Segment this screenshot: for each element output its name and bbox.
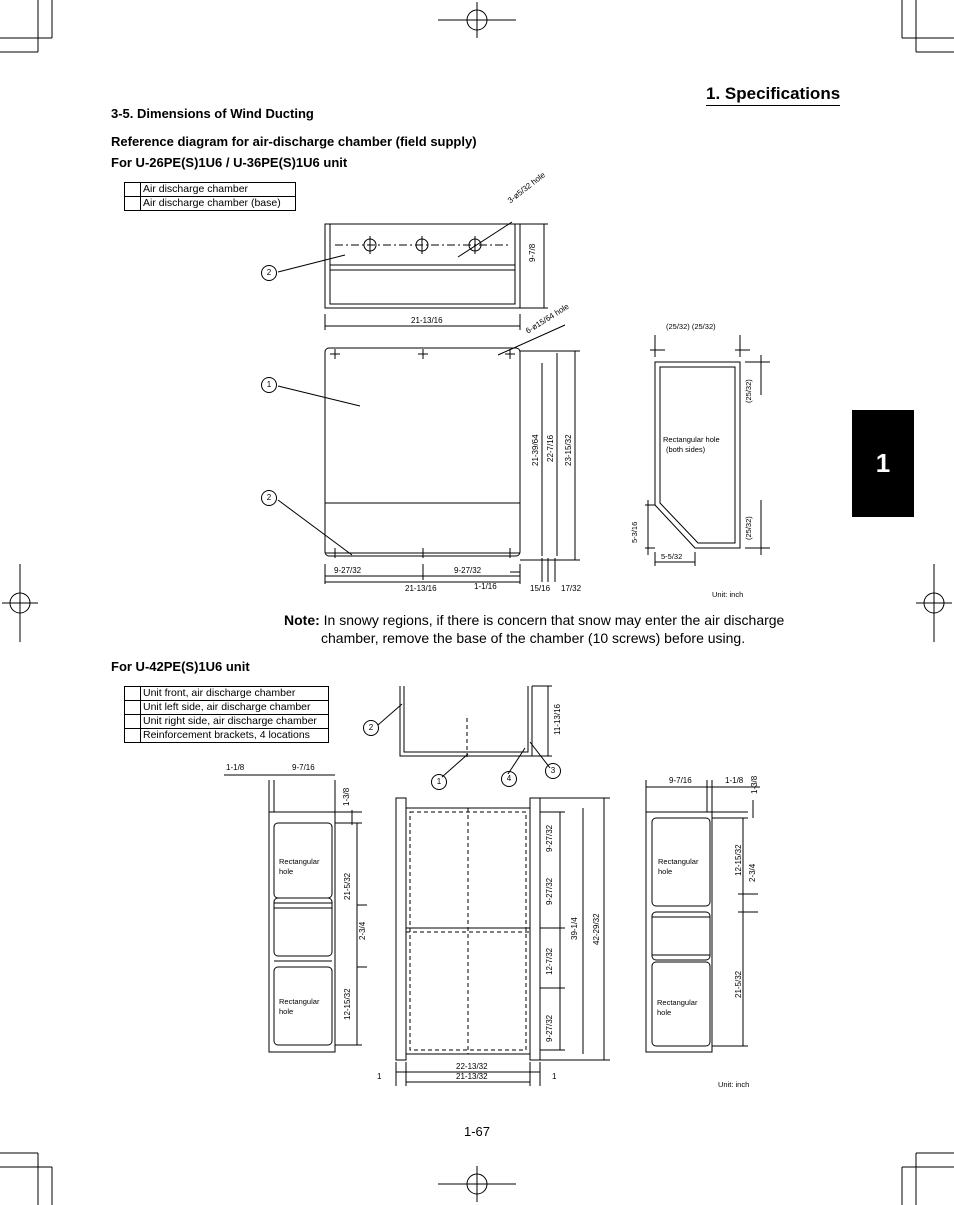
legend-b-row	[125, 687, 329, 701]
side-bottom: 5-5/32	[661, 552, 683, 561]
callout-b-2: 2	[363, 720, 379, 736]
legend-a	[124, 182, 296, 211]
dim-bottom-r2: 17/32	[561, 584, 582, 593]
dim-b-left-top-b: 9-7/16	[292, 763, 315, 772]
dim-b-front-bottom1: 22-13/32	[456, 1062, 488, 1071]
dim-b-left-top-a: 1-1/8	[226, 763, 245, 772]
rect-hole-text: hole	[658, 867, 673, 876]
side-top: (25/32) (25/32)	[666, 322, 716, 331]
dim-b-left-r4: 12-15/32	[343, 988, 352, 1020]
side-right-bottom: (25/32)	[744, 516, 753, 540]
subsection-title: 3-5. Dimensions of Wind Ducting	[111, 106, 314, 121]
dim-bottom-mid: 9-27/32	[454, 566, 482, 575]
legend-label: Unit right side, air discharge chamber	[141, 715, 329, 729]
legend-a-row	[125, 197, 296, 211]
snow-note	[284, 611, 784, 647]
legend-num	[125, 687, 141, 701]
callout-a-2-top: 2	[261, 265, 277, 281]
legend-b	[124, 686, 329, 743]
dim-b-front-r3: 12-7/32	[545, 947, 554, 975]
note-label: Note:	[284, 612, 320, 628]
rect-hole-text: hole	[279, 867, 294, 876]
unit-label-b: Unit: inch	[718, 1080, 750, 1089]
unit-a-title: For U-26PE(S)1U6 / U-36PE(S)1U6 unit	[111, 155, 348, 170]
diagram-b-top-view	[378, 686, 552, 777]
callout-b-4: 4	[501, 771, 517, 787]
page-number: 1-67	[464, 1124, 491, 1139]
dim-b-right-r3: 2-3/4	[748, 863, 757, 882]
dim-hole-top: 3-ø5/32 hole	[506, 170, 547, 206]
dim-b-right-r2: 12-15/32	[734, 844, 743, 876]
legend-num	[125, 197, 141, 211]
legend-b-row	[125, 715, 329, 729]
dim-b-front-bottom-r: 1	[552, 1072, 557, 1081]
dim-b-left-r2: 21-5/32	[343, 872, 352, 900]
legend-label: Air discharge chamber (base)	[141, 197, 296, 211]
unit-b-title: For U-42PE(S)1U6 unit	[111, 659, 250, 674]
chapter-tab: 1	[852, 410, 914, 517]
callout-b-1: 1	[431, 774, 447, 790]
dim-h3: 23-15/32	[564, 434, 573, 466]
dim-b-right-top-b: 1-1/8	[725, 776, 744, 785]
rect-hole-text: Rectangular	[279, 857, 320, 866]
side-hole-label: Rectangular hole	[663, 435, 720, 444]
legend-a-row	[125, 183, 296, 197]
callout-a-1: 1	[261, 377, 277, 393]
dim-b-right-r4: 21-5/32	[734, 970, 743, 998]
rect-hole-text: Rectangular	[658, 857, 699, 866]
rect-hole-text: Rectangular	[279, 997, 320, 1006]
rect-hole-left-bottom	[279, 997, 319, 1017]
dim-b-front-r2: 9-27/32	[545, 877, 554, 905]
legend-label: Unit front, air discharge chamber	[141, 687, 329, 701]
dim-b-top-height: 11-13/16	[553, 704, 562, 735]
note-line-1: In snowy regions, if there is concern that snow may enter the air discharge	[323, 612, 785, 628]
callout-b-3: 3	[545, 763, 561, 779]
callout-a-2-bottom: 2	[261, 490, 277, 506]
dim-b-front-r4: 9-27/32	[545, 1014, 554, 1042]
legend-num	[125, 183, 141, 197]
side-left-bottom: 5-3/16	[630, 521, 639, 543]
diagram-b-front-view	[396, 798, 610, 1086]
note-line-2: chamber, remove the base of the chamber (10 screws) before using.	[321, 630, 746, 646]
rect-hole-right-top	[658, 857, 698, 877]
dim-b-front-total1: 39-1/4	[570, 917, 579, 940]
dim-b-front-r1: 9-27/32	[545, 824, 554, 852]
dim-h2: 22-7/16	[546, 434, 555, 462]
rect-hole-right-bottom	[657, 998, 697, 1018]
unit-label-a: Unit: inch	[712, 590, 744, 599]
dim-bottom-right: 1-1/16	[474, 582, 497, 591]
dim-hole-front: 6-ø15/64 hole	[524, 301, 571, 336]
dim-bottom-total: 21-13/16	[405, 584, 437, 593]
dim-b-right-r1: 1-3/8	[750, 775, 759, 794]
dim-top-width: 21-13/16	[411, 316, 443, 325]
dim-b-front-total2: 42-29/32	[592, 913, 601, 945]
side-right-top: (25/32)	[744, 379, 753, 403]
reference-title: Reference diagram for air-discharge chamber (field supply)	[111, 134, 477, 149]
dim-top-height: 9-7/8	[528, 243, 537, 262]
legend-b-row	[125, 701, 329, 715]
legend-b-row	[125, 729, 329, 743]
legend-label: Unit left side, air discharge chamber	[141, 701, 329, 715]
legend-num	[125, 729, 141, 743]
dim-bottom-left: 9-27/32	[334, 566, 362, 575]
rect-hole-text: hole	[657, 1008, 672, 1017]
dim-b-left-r3: 2-3/4	[358, 921, 367, 940]
dim-b-front-bottom2: 21-13/32	[456, 1072, 488, 1081]
side-hole-label-2: (both sides)	[666, 445, 706, 454]
legend-num	[125, 701, 141, 715]
legend-num	[125, 715, 141, 729]
legend-label: Air discharge chamber	[141, 183, 296, 197]
dim-b-front-bottom-l: 1	[377, 1072, 382, 1081]
dim-h1: 21-39/64	[531, 434, 540, 466]
dim-b-left-r1: 1-3/8	[342, 787, 351, 806]
rect-hole-text: hole	[279, 1007, 294, 1016]
rect-hole-left-top	[279, 857, 319, 877]
rect-hole-text: Rectangular	[657, 998, 698, 1007]
diagram-a-top-view	[278, 222, 548, 330]
dim-b-right-top-a: 9-7/16	[669, 776, 692, 785]
legend-label: Reinforcement brackets, 4 locations	[141, 729, 329, 743]
dim-bottom-r1: 15/16	[530, 584, 551, 593]
section-title: 1. Specifications	[706, 84, 840, 106]
